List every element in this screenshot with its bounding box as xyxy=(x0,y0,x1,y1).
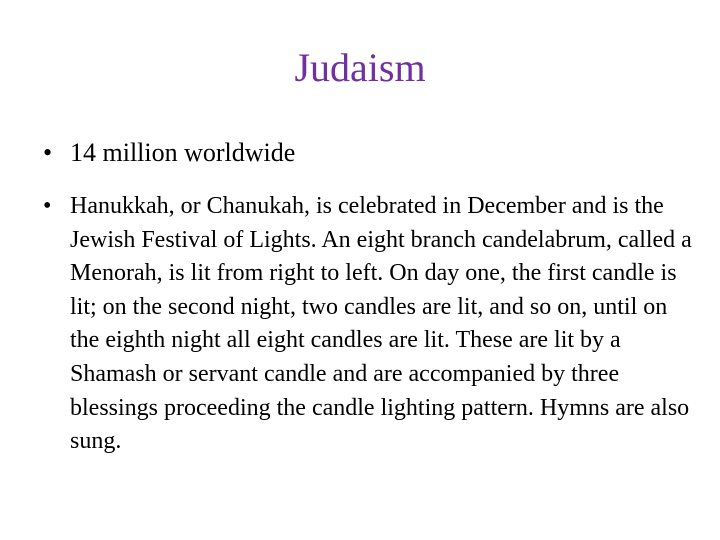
bullet-item xyxy=(40,190,700,459)
bullet-dot-icon: • xyxy=(43,193,52,219)
slide-title: Judaism xyxy=(294,45,426,90)
bullet-item xyxy=(40,136,700,170)
bullet-list xyxy=(40,136,700,459)
bullet-text: Hanukkah, or Chanukah, is celebrated in December and is the Jewish Festival of Lights. An eight branch candelabrum, called a Menorah, is lit from right to left. On day one, the first candle is lit; on the second night, two candles are lit, and so on, until on the eighth night all eight candles are lit. These are lit by a Shamash or servant candle and are accompanied by three blessings proceeding the candle lighting pattern. Hymns are also sung. xyxy=(70,193,692,455)
bullet-dot-icon: • xyxy=(43,138,53,167)
bullet-text: 14 million worldwide xyxy=(70,138,296,167)
